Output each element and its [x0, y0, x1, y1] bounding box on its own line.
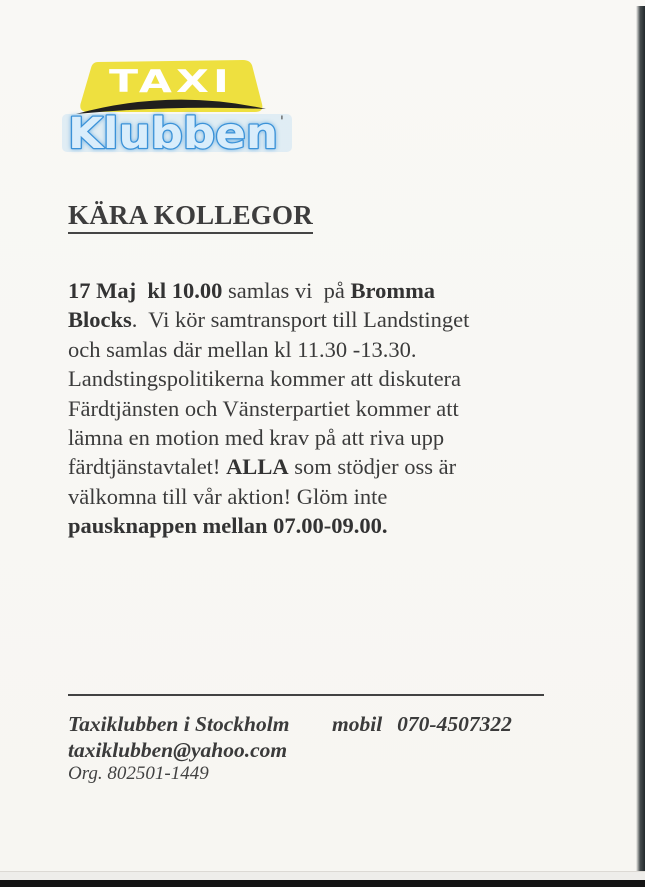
body-line — [68, 511, 578, 540]
body-text-segment: pausknappen mellan 07.00-09.00. — [68, 513, 388, 539]
footer-divider — [68, 694, 544, 696]
body-text-segment: Landstingspolitikerna kommer att diskutera — [68, 366, 462, 392]
footer-org-name: Taxiklubben i Stockholm — [68, 712, 290, 736]
body-text-segment: välkomna till vår aktion! Glöm inte — [68, 483, 388, 509]
body-text-segment: Färdtjänsten och Vänsterpartiet kommer att — [68, 395, 459, 421]
letter-heading — [68, 200, 313, 231]
logo-trailing-mark: ' — [280, 114, 284, 130]
body-line — [68, 276, 578, 305]
body-text-segment: . Vi kör samtransport till Landstinget — [131, 307, 470, 333]
body-text-segment: Bromma — [350, 278, 436, 303]
scan-edge-bottom-bar — [0, 880, 645, 887]
logo-taxi-text: TAXI — [109, 64, 233, 100]
body-text-segment: ALLA — [226, 454, 289, 480]
footer-mobile-label: mobil — [332, 712, 383, 736]
body-text-segment: och samlas där mellan kl 11.30 -13.30. — [68, 336, 417, 362]
body-line — [68, 423, 578, 452]
footer-mobile-number: 070-4507322 — [397, 712, 512, 736]
footer-email: taxiklubben@yahoo.com — [68, 738, 288, 762]
body-line — [68, 305, 578, 334]
body-line — [68, 364, 578, 393]
letter-heading-text: KÄRA KOLLEGOR — [68, 200, 313, 234]
footer-mobile — [332, 712, 512, 737]
body-text-segment: färdtjänstavtalet! — [68, 454, 227, 480]
body-line — [68, 335, 578, 364]
body-text-segment: lämna en motion med krav på att riva upp — [68, 425, 445, 451]
body-line — [68, 452, 578, 481]
body-line — [68, 482, 578, 511]
body-text-segment: som stödjer oss är — [288, 454, 457, 480]
taxiklubben-logo — [60, 56, 302, 154]
body-line — [68, 394, 578, 423]
body-text-segment: samlas vi på — [222, 278, 351, 303]
footer-org-number: Org. 802501-1449 — [68, 763, 209, 784]
body-text-segment: 17 Maj kl 10.00 — [68, 278, 223, 303]
body-text-segment: Blocks — [68, 307, 132, 333]
letter-body — [68, 276, 578, 541]
scan-edge-right — [636, 6, 645, 887]
logo-klubben-text: Klubben — [68, 109, 278, 154]
